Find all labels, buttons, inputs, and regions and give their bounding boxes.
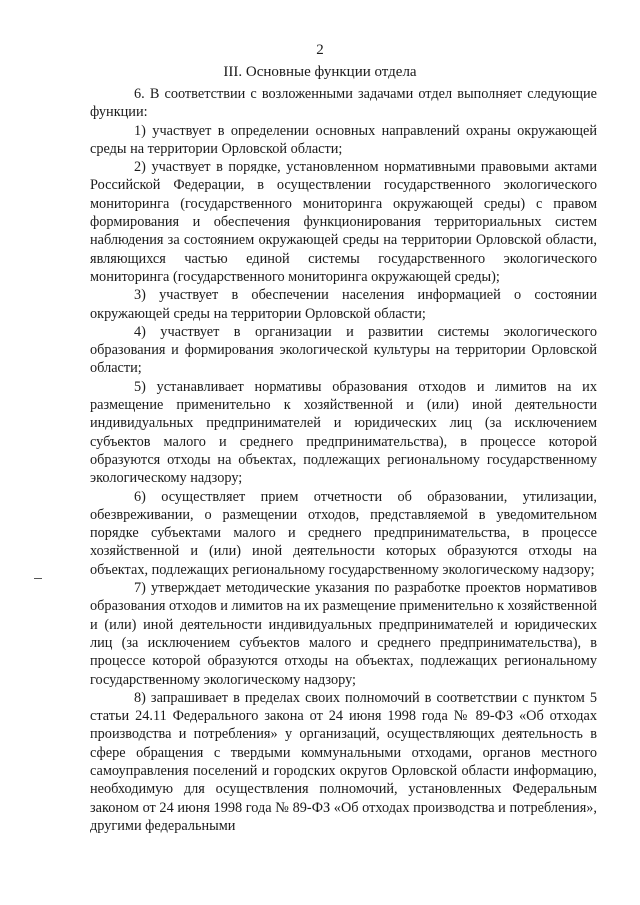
paragraph-item-6: 6) осуществляет прием отчетности об образовании, утилизации, обезвреживании, о размещении отходов, представляемой в уведомительном порядке субъектами малого и среднего предпринимательства, в процессе хозяйственной и (или) иной деятельности которых образуются отходы на объектах, подлежащих региональному государственному экологическому надзору; bbox=[90, 488, 597, 578]
paragraph-item-5: 5) устанавливает нормативы образования отходов и лимитов на их размещение применительно к хозяйственной и (или) иной деятельности индивидуальных предпринимателей и юридических лиц (за исключением субъектов малого и среднего предпринимательства), в процессе которой образуются отходы на объектах, подлежащих региональному государственному экологическому надзору; bbox=[90, 378, 597, 487]
paragraph-item-8: 8) запрашивает в пределах своих полномочий в соответствии с пунктом 5 статьи 24.11 Федерального закона от 24 июня 1998 года № 89-ФЗ «Об отходах производства и потребления» у организаций, осуществляющих деятельность в сфере обращения с твердыми коммунальными отходами, органов местного самоуправления поселений и городских округов Орловской области информацию, необходимую для осуществления полномочий, установленных Федеральным законом от 24 июня 1998 года № 89-ФЗ «Об отходах производства и потребления», другими федеральными bbox=[90, 689, 597, 834]
section-title: III. Основные функции отдела bbox=[223, 64, 417, 80]
document-body bbox=[90, 85, 597, 835]
paragraph-item-1: 1) участвует в определении основных направлений охраны окружающей среды на территории Орловской области; bbox=[90, 122, 597, 157]
paragraph-intro: 6. В соответствии с возложенными задачами отдел выполняет следующие функции: bbox=[90, 86, 597, 121]
paragraph-item-2: 2) участвует в порядке, установленном нормативными правовыми актами Российской Федерации, в осуществлении государственного экологического мониторинга (государственного мониторинга окружающей среды) с правом формирования и обеспечения функционирования территориальных систем наблюдения за состоянием окружающей среды на территории Орловской области, являющихся частью единой системы государственного экологического мониторинга (государственного мониторинга окружающей среды); bbox=[90, 159, 597, 285]
page-number: 2 bbox=[316, 42, 324, 58]
paragraph-item-3: 3) участвует в обеспечении населения информацией о состоянии окружающей среды на территории Орловской области; bbox=[90, 287, 597, 322]
paragraph-item-4: 4) участвует в организации и развитии системы экологического образования и формирования экологической культуры на территории Орловской области; bbox=[90, 323, 597, 377]
margin-mark bbox=[34, 578, 42, 579]
paragraph-item-7: 7) утверждает методические указания по разработке проектов нормативов образования отходов и лимитов на их размещение применительно к хозяйственной и (или) иной деятельности индивидуальных предпринимателей и юридических лиц (за исключением субъектов малого и среднего предпринимательства), в процессе которой образуются отходы на объектах, подлежащих региональному государственному экологическому надзору; bbox=[90, 580, 598, 688]
